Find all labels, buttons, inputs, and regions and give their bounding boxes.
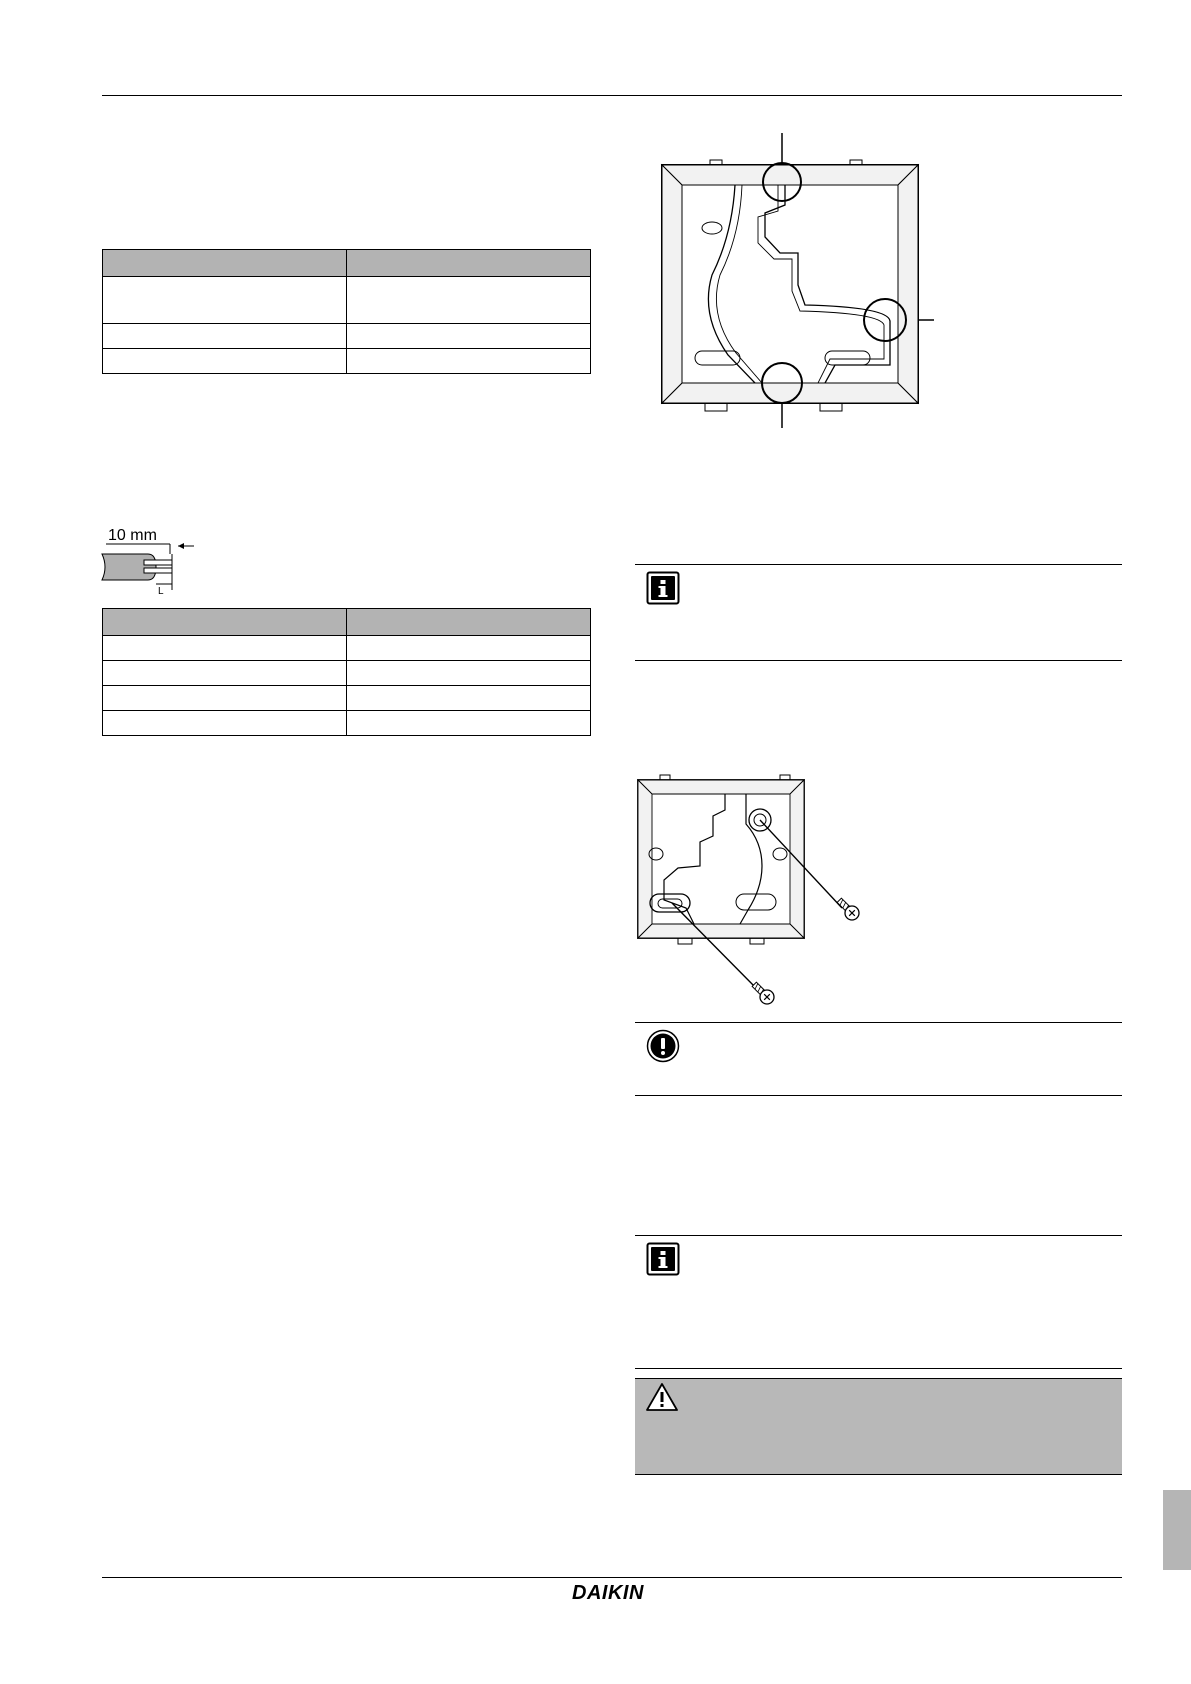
table-cell [347,686,591,711]
table-header-cell [103,609,347,636]
table-cell [347,324,591,349]
exclamation-circle-icon [646,1029,680,1063]
table-cell [347,349,591,374]
side-tab [1163,1490,1191,1570]
info-note-2-top-rule [635,1235,1122,1236]
table-cell [103,349,347,374]
info-note-1-top-rule [635,564,1122,565]
table-row [103,711,591,736]
table-row [103,277,591,324]
info-note-2-bottom-rule [635,1368,1122,1369]
table-cell [347,636,591,661]
back-plate-screw-figure [630,770,880,1015]
table-row [103,661,591,686]
wire-dimension-label: 10 mm [108,527,157,544]
back-plate-knockout-figure [640,125,940,435]
wire-strip-diagram [98,524,208,594]
table-row [103,349,591,374]
table-cell [347,277,591,324]
daikin-logo: DAIKIN [572,1582,644,1604]
table-cell [103,277,347,324]
info-icon [646,571,680,605]
table-header-row [103,609,591,636]
wire-length-label: L [158,586,164,594]
header-rule [102,95,1122,96]
table-cell [103,324,347,349]
info-note-1-bottom-rule [635,660,1122,661]
table-header-cell [347,250,591,277]
table-row [103,636,591,661]
spec-table-1 [102,249,591,374]
table-header-row [103,250,591,277]
warning-triangle-icon [644,1381,680,1413]
table-cell [347,661,591,686]
spec-table-2 [102,608,591,736]
table-cell [347,711,591,736]
table-cell [103,661,347,686]
screw-icon [834,895,862,923]
footer-rule [102,1577,1122,1578]
table-cell [103,711,347,736]
notice-top-rule [635,1022,1122,1023]
info-icon [646,1242,680,1276]
caution-box [635,1378,1122,1474]
table-row [103,324,591,349]
table-header-cell [347,609,591,636]
screw-icon [749,979,777,1007]
table-header-cell [103,250,347,277]
table-cell [103,686,347,711]
caution-bottom-rule [635,1474,1122,1475]
table-cell [103,636,347,661]
table-row [103,686,591,711]
notice-bottom-rule [635,1095,1122,1096]
